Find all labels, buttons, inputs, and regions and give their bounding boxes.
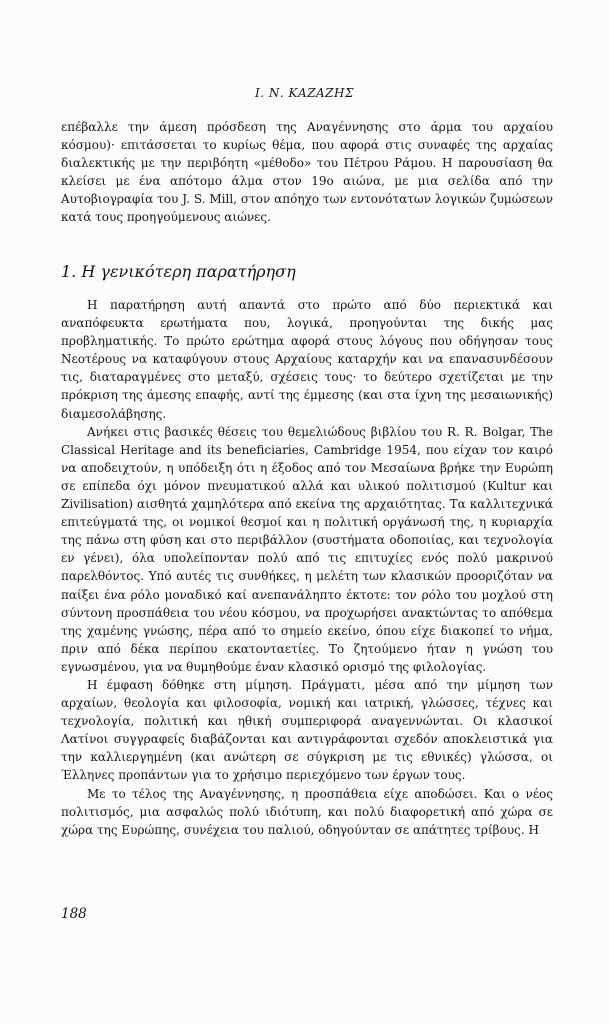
paragraph-4: Με το τέλος της Αναγέννησης, η προσπάθεια είχε αποδώσει. Και ο νέος πολιτισμός, μια ασφαλώς πολύ ιδιότυπη, και πολύ διαφορετική από χώρα σε χώρα της Ευρώπης, συνέχεια του παλιού, οδηγούνταν σε απάτητες τρίβους. Η (61, 786, 553, 837)
intro-paragraph: επέβαλλε την άμεση πρόσδεση της Αναγέννησης στο άρμα του αρχαίου κόσμου)· επιτάσσεται το κυρίως θέμα, που αφορά στις συναφές της αρχαίας διαλεκτικής με την περιβόητη «μέθοδο» του Πέτρου Ράμου. Η παρουσίαση θα κλείσει με ένα απότομο άλμα στον 19ο αιώνα, με μια σελίδα από την Αυτοβιογραφία του J. S. Mill, στον απόηχο των εντονότατων λογικών ζυμώσεων κατά τους προηγούμενους αιώνες. (61, 120, 553, 225)
paragraph-2: Ανήκει στις βασικές θέσεις του θεμελιώδους βιβλίου του R. R. Bolgar, The Classical Heritage and its beneficiaries, Cambridge 1954, που είχαν τον καιρό να αποδειχτούν, η υπόδειξη ότι η έξοδος από τον Μεσαίωνα βρήκε την Ευρώπη σε επίπεδα όχι μόνον πνευματικού αλλά και υλικού πολιτισμού (Kultur και Zivilisation) αισθητά χαμηλότερα από εκείνα της αρχαιότητας. Τα καλλιτεχνικά επιτεύγματά της, οι νομικοί θεσμοί και η πολιτική οργάνωσή της, η κυριαρχία της πάνω στη φύση και στο περιβάλλον (συστήματα οδοποιίας, και τεχνολογία εν γένει), όλα υπολείπονταν πολύ από τις επιτυχίες ενός πολύ μακρινού παρελθόντος. Υπό αυτές τις συνθήκες, η μελέτη των κλασικών προοριζόταν να παίξει ένα ρόλο μοναδικό καί ανεπανάληπτο έκτοτε: τον ρόλο του μοχλού στη σύντονη προσπάθεια του νέου κόσμου, να προχωρήσει ανακτώντας το απόθεμα της χαμένης γνώσης, πέρα από το σημείο εκείνο, όπου είχε διακοπεί το νήμα, πριν από δέκα περίπου εκατονταετίες. Το ζητούμενο ήταν η γνώση του εγνωσμένου, για να θυμηθούμε έναν κλασικό ορισμό της φιλολογίας. (61, 424, 553, 674)
body-text (61, 296, 553, 839)
section-heading: 1. Η γενικότερη παρατήρηση (61, 262, 296, 281)
paragraph-1: Η παρατήρηση αυτή απαντά στο πρώτο από δύο περιεκτικά και αναπόφευκτα ερωτήματα που, λογικά, προηγούνται της δικής μας προβληματικής. Το πρώτο ερώτημα αφορά στους λόγους που οδήγησαν τους Νεοτέρους να καταφύγουν στους Αρχαίους καταρχήν και να επανασυνδέσουν τις, διαταραγμένες στο μεταξύ, σχέσεις τους· το δεύτερο σχετίζεται με την πρόκριση της άμεσης επαφής, αντί της έμμεσης (και στα ίχνη της μεσαιωνικής) διαμεσολάβησης. (61, 298, 553, 421)
running-head: Ι. Ν. ΚΑΖΑΖΗΣ (255, 86, 354, 100)
intro-block (61, 118, 553, 227)
page-number: 188 (61, 906, 87, 922)
paragraph-3: Η έμφαση δόθηκε στη μίμηση. Πράγματι, μέσα από την μίμηση των αρχαίων, θεολογία και φιλοσοφία, νομική και ιατρική, γλώσσες, τέχνες και τεχνολογία, πολιτική και ηθική συμπεριφορά αναγεννώνται. Οι κλασικοί Λατίνοι συγγραφείς διαβάζονται και αντιγράφονται σχεδόν αποκλειστικά για την καλλιεργημένη (και ανώτερη σε σύγκριση με τις εθνικές) γλώσσα, οι Έλληνες προπάντων για το χρήσιμο περιεχόμενο των έργων τους. (61, 677, 553, 783)
